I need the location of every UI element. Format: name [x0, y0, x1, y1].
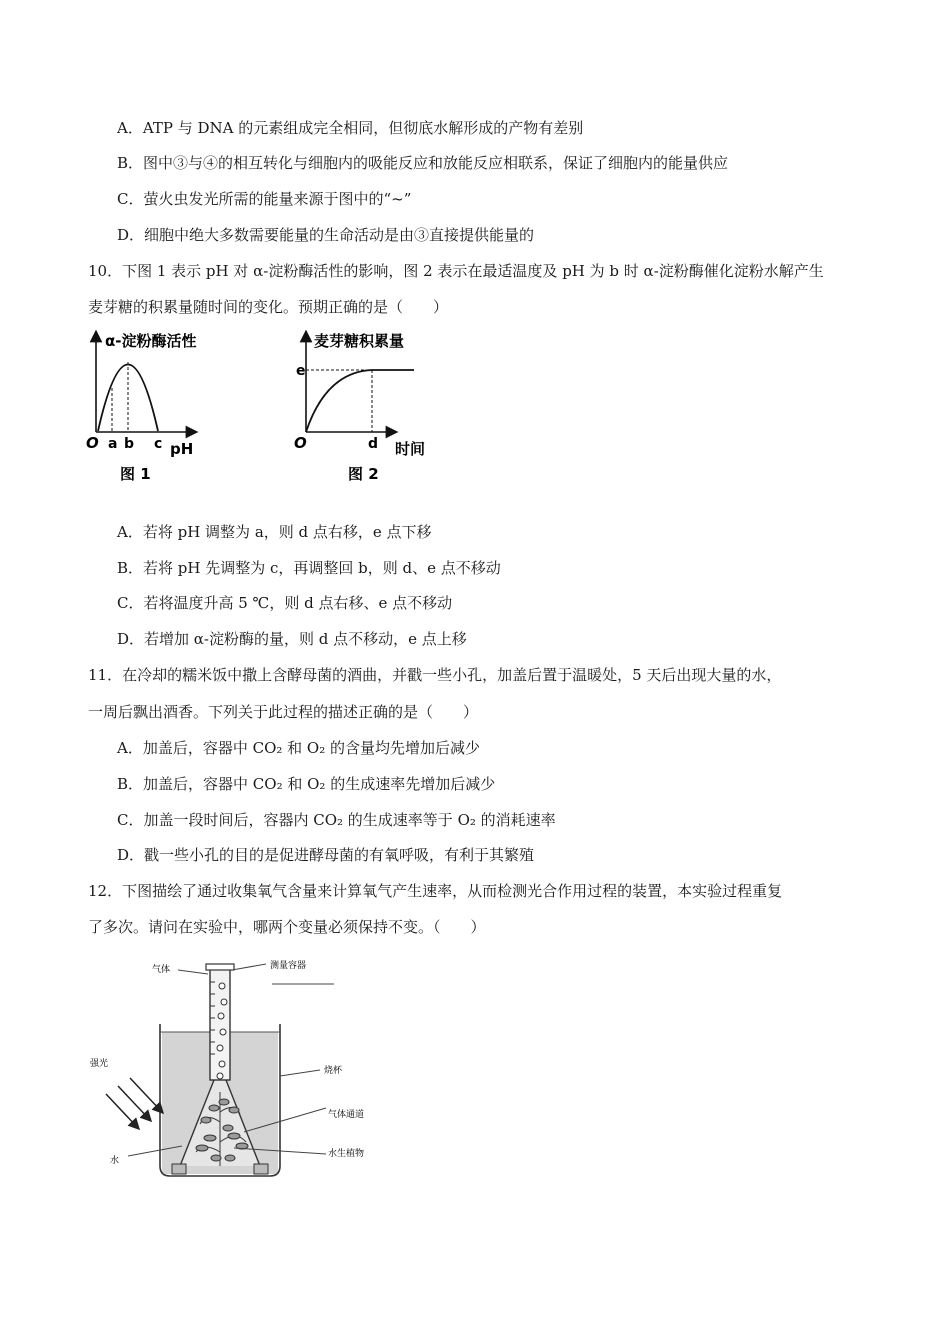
- fig2-ylabel: 麦芽糖积累量: [314, 332, 405, 350]
- q12-apparatus-figure: [84, 952, 384, 1184]
- fig1-origin: O: [86, 434, 99, 452]
- q11-option-b: B．加盖后，容器中 CO₂ 和 O₂ 的生成速率先增加后减少: [117, 775, 496, 793]
- maltose-curve: [306, 370, 414, 432]
- fig1-tick-b: b: [124, 436, 135, 452]
- q11-stem-line2: 一周后飘出酒香。下列关于此过程的描述正确的是（ ）: [88, 703, 479, 721]
- q12-stem-line2: 了多次。请问在实验中，哪两个变量必须保持不变。（ ）: [88, 918, 486, 936]
- fig2-xtick-d: d: [368, 436, 379, 452]
- q11-stem-line1: 11．在冷却的糯米饭中撒上含酵母菌的酒曲，并戳一些小孔，加盖后置于温暖处，5 天后出现大量的水，: [88, 666, 782, 684]
- fig2-ytick-e: e: [296, 363, 306, 379]
- label-light: 强光: [90, 1059, 109, 1069]
- q11-option-c: C．加盖一段时间后，容器内 CO₂ 的生成速率等于 O₂ 的消耗速率: [117, 811, 556, 829]
- fig1-tick-a: a: [108, 436, 118, 452]
- q10-stem-line1: 10．下图 1 表示 pH 对 α-淀粉酶活性的影响，图 2 表示在最适温度及 pH 为 b 时 α-淀粉酶催化淀粉水解产生: [88, 262, 824, 280]
- label-channel: 气体通道: [328, 1110, 365, 1120]
- q9-option-a: A．ATP 与 DNA 的元素组成完全相同，但彻底水解形成的产物有差别: [117, 119, 584, 137]
- q11-option-a: A．加盖后，容器中 CO₂ 和 O₂ 的含量均先增加后减少: [117, 739, 481, 757]
- q11-option-d: D．戳一些小孔的目的是促进酵母菌的有氧呼吸，有利于其繁殖: [117, 846, 535, 864]
- label-plant: 水生植物: [328, 1149, 365, 1159]
- q10-figure-2: [292, 328, 442, 488]
- label-container: 测量容器: [270, 961, 307, 971]
- fig1-caption: 图 1: [120, 465, 151, 483]
- fig2-origin: O: [294, 434, 307, 452]
- label-gas: 气体: [152, 965, 171, 975]
- q12-stem-line1: 12．下图描绘了通过收集氧气含量来计算氧气产生速率，从而检测光合作用过程的装置，本实验过程重复: [88, 882, 783, 900]
- q10-option-d: D．若增加 α-淀粉酶的量，则 d 点不移动，e 点上移: [117, 630, 467, 648]
- label-water: 水: [110, 1156, 120, 1166]
- q10-option-b: B．若将 pH 先调整为 c，再调整回 b，则 d、e 点不移动: [117, 559, 501, 577]
- fig2-xlabel: 时间: [395, 440, 426, 458]
- fig1-tick-c: c: [154, 436, 163, 452]
- fig1-ylabel: α-淀粉酶活性: [105, 332, 197, 350]
- q10-figure-1: [84, 328, 204, 488]
- fig2-caption: 图 2: [348, 465, 379, 483]
- q10-stem-line2: 麦芽糖的积累量随时间的变化。预期正确的是（ ）: [88, 298, 449, 316]
- q10-option-c: C．若将温度升高 5 ℃，则 d 点右移、e 点不移动: [117, 594, 453, 612]
- light-arrows: [106, 1078, 162, 1128]
- q9-option-c: C．萤火虫发光所需的能量来源于图中的“~”: [117, 190, 412, 208]
- q10-option-a: A．若将 pH 调整为 a，则 d 点右移，e 点下移: [117, 523, 432, 541]
- label-beaker: 烧杯: [324, 1066, 343, 1076]
- fig1-xlabel: pH: [170, 440, 194, 458]
- q9-option-d: D．细胞中绝大多数需要能量的生命活动是由③直接提供能量的: [117, 226, 535, 244]
- q9-option-b: B．图中③与④的相互转化与细胞内的吸能反应和放能反应相联系，保证了细胞内的能量供应: [117, 154, 729, 172]
